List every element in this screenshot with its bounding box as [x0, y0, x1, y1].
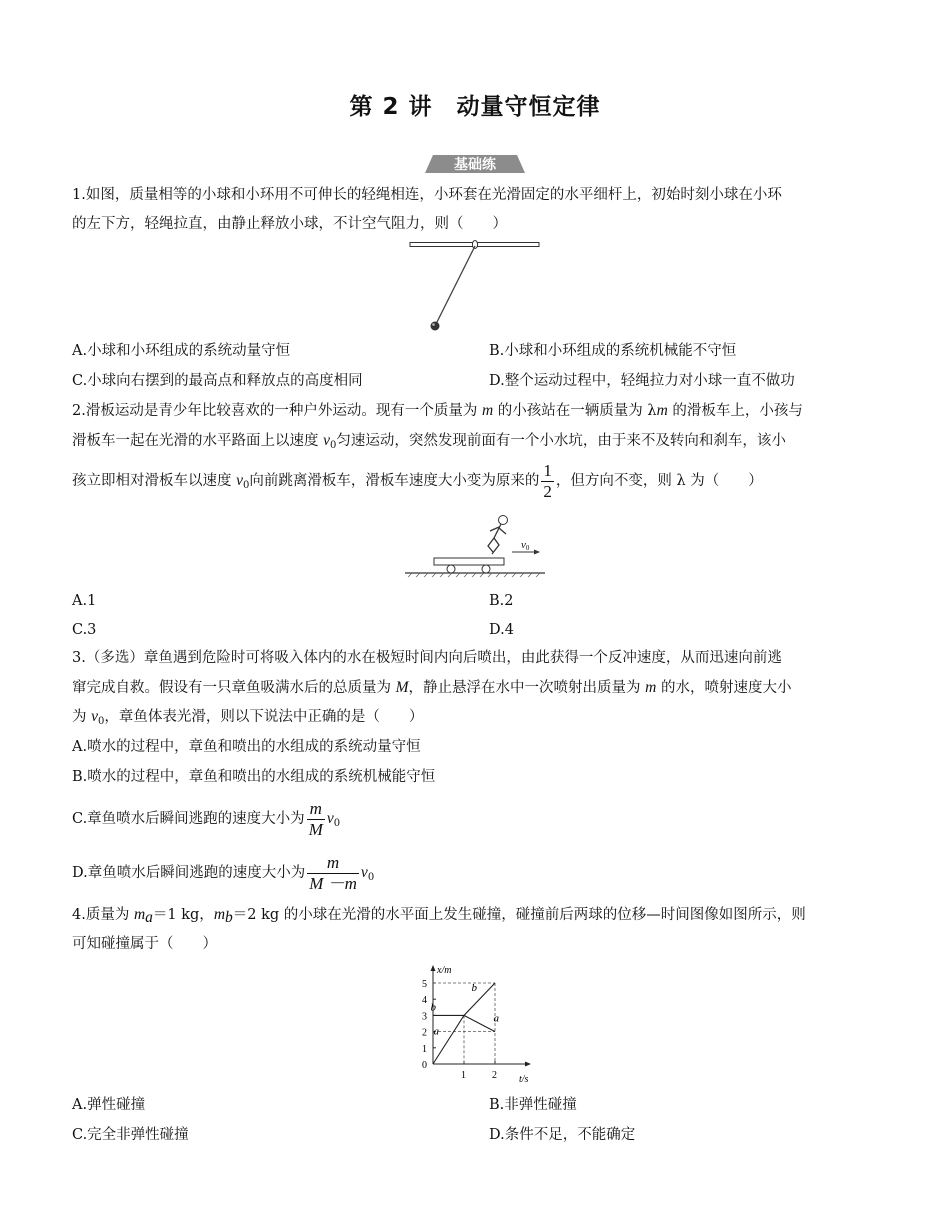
q1-ball	[431, 322, 440, 331]
q4-option-b: B.非弹性碰撞	[489, 1097, 577, 1113]
section-badge	[425, 153, 525, 175]
y-tick-label-1: 1	[422, 1043, 427, 1055]
q3-option-a: A.喷水的过程中，章鱼和喷出的水组成的系统动量守恒	[72, 739, 421, 755]
q2-option-c: C.3	[72, 622, 97, 638]
series-b-line	[430, 983, 495, 1015]
q2-option-b: B.2	[489, 593, 514, 609]
q2-option-a: A.1	[72, 593, 97, 609]
q2-fraction-one-half: $\frac{1}{2}$	[543, 460, 552, 501]
q1-string	[436, 246, 475, 324]
x-axis-label: t/s	[519, 1074, 529, 1085]
series-a-label-0: a	[433, 1025, 439, 1038]
q2-child-body	[488, 524, 506, 554]
x-axis-arrow	[525, 1062, 531, 1067]
q3-stem-line1: 3.（多选）章鱼遇到危险时可将吸入体内的水在极短时间内向后喷出，由此获得一个反冲速度，从而迅速向前逃	[72, 650, 782, 666]
q2-skateboard	[434, 558, 504, 565]
q2-option-d: D.4	[489, 622, 514, 638]
q1-option-d: D.整个运动过程中，轻绳拉力对小球一直不做功	[489, 373, 795, 389]
q3-option-c: C.章鱼喷水后瞬间逃跑的速度大小为 $\frac{m}{M}$ $v_0$	[72, 798, 341, 839]
q2-velocity-label: v0	[521, 539, 530, 552]
q4-stem-line1: 4.质量为 $m_a=1$ kg，$m_b=2$ kg 的小球在光滑的水平面上发生碰撞，碰撞前后两球的位移—时间图像如图所示，则	[72, 906, 806, 926]
q1-option-b: B.小球和小环组成的系统机械能不守恒	[489, 343, 737, 359]
y-tick-label-4: 4	[422, 995, 427, 1007]
q1-option-a: A.小球和小环组成的系统动量守恒	[72, 343, 291, 359]
series-a-label-1: a	[493, 1012, 499, 1025]
q4-option-c: C.完全非弹性碰撞	[72, 1127, 189, 1143]
q2-wheel-right	[482, 565, 490, 573]
x-tick-label-1: 1	[461, 1070, 466, 1081]
q1-stem-line1: 1.如图，质量相等的小球和小环用不可伸长的轻绳相连，小环套在光滑固定的水平细杆上，初始时刻小球在小环	[72, 187, 782, 203]
q2-figure	[400, 512, 550, 578]
q4-option-d: D.条件不足，不能确定	[489, 1127, 636, 1143]
q1-option-c: C.小球向右摆到的最高点和释放点的高度相同	[72, 373, 363, 389]
q4-option-a: A.弹性碰撞	[72, 1097, 146, 1113]
q2-wheel-left	[447, 565, 455, 573]
q3-fraction-m-over-M: $\frac{m}{M}$	[308, 798, 323, 839]
y-axis-label: x/m	[437, 965, 452, 976]
q1-figure	[400, 236, 550, 336]
q3-stem-line3: 为 $v_0$，章鱼体表光滑，则以下说法中正确的是（ ）	[72, 708, 424, 727]
q2-child-head	[499, 516, 508, 525]
section-badge-label: 基础练	[454, 157, 496, 173]
q2-stem-line1: 2.滑板运动是青少年比较喜欢的一种户外运动。现有一个质量为 m 的小孩站在一辆质量为 λm 的滑板车上，小孩与	[72, 402, 803, 419]
y-tick-label-2: 2	[422, 1027, 427, 1039]
q1-stem-line2: 的左下方，轻绳拉直，由静止释放小球，不计空气阻力，则（ ）	[72, 216, 507, 232]
origin-label: 0	[422, 1060, 427, 1071]
q2-stem-line2: 滑板车一起在光滑的水平路面上以速度 $v_0$匀速运动，突然发现前面有一个小水坑，由于来不及转向和刹车，该小	[72, 432, 786, 451]
q3-option-d: D.章鱼喷水后瞬间逃跑的速度大小为 $\frac{m}{M -m}$ $v_0$	[72, 852, 375, 893]
x-tick-label-2: 2	[492, 1070, 497, 1081]
q3-option-b: B.喷水的过程中，章鱼和喷出的水组成的系统机械能守恒	[72, 769, 436, 785]
series-b-label-0: b	[430, 1001, 436, 1014]
y-axis-arrow	[431, 965, 436, 971]
q3-stem-line2: 窜完成自救。假设有一只章鱼吸满水后的总质量为 M，静止悬浮在水中一次喷射出质量为 m 的水，喷射速度大小	[72, 679, 792, 696]
q4-position-time-chart	[410, 958, 550, 1083]
series-b-label-1: b	[471, 982, 477, 995]
y-tick-label-5: 5	[422, 979, 427, 990]
q2-stem-line3: 孩立即相对滑板车以速度 $v_0$向前跳离滑板车，滑板车速度大小变为原来的 $\frac{1}{2}$ ，但方向不变，则 λ 为（ ）	[72, 460, 763, 501]
q3-fraction-m-over-M-minus-m: $\frac{m}{M -m}$	[309, 852, 357, 893]
y-tick-label-3: 3	[422, 1011, 427, 1023]
page-title: 第 2 讲 动量守恒定律	[349, 94, 601, 120]
q4-stem-line2: 可知碰撞属于（ ）	[72, 936, 217, 952]
